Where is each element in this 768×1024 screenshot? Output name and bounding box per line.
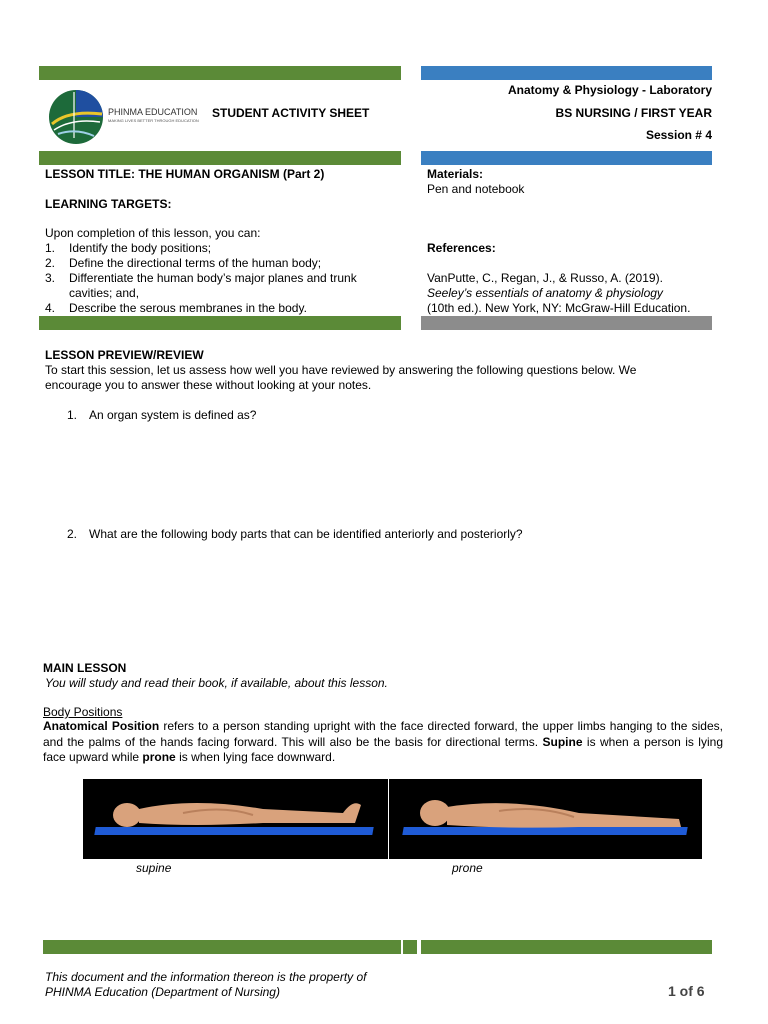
list-item: 3. Differentiate the human body’s major planes and trunk cavities; and, [45, 271, 357, 300]
references-heading: References: [427, 241, 496, 255]
main-lesson-intro: You will study and read their book, if available, about this lesson. [45, 676, 388, 690]
program-title: BS NURSING / FIRST YEAR [555, 106, 712, 120]
preview-line-2: encourage you to answer these without looking at your notes. [45, 378, 372, 392]
learning-targets-intro: Upon completion of this lesson, you can: [45, 226, 261, 240]
section-bar-left [39, 316, 401, 330]
course-title: Anatomy & Physiology - Laboratory [507, 83, 712, 97]
supine-image [83, 779, 388, 859]
prone-image [389, 779, 702, 859]
main-lesson-heading: MAIN LESSON [43, 661, 127, 675]
footer-line-1: This document and the information thereon is the property of [45, 970, 367, 984]
preview-heading: LESSON PREVIEW/REVIEW [45, 348, 204, 362]
phinma-logo-icon [48, 88, 104, 146]
question-2: What are the following body parts that can be identified anteriorly and posteriorly? [89, 527, 523, 541]
page-number: 1 of 6 [668, 983, 705, 999]
body-positions-subheading: Body Positions [43, 705, 123, 719]
preview-line-1: To start this session, let us assess how well you have reviewed by answering the following questions below. We [45, 363, 637, 377]
question-1: An organ system is defined as? [89, 408, 257, 422]
reference-line-2: Seeley’s essentials of anatomy & physiology [427, 286, 663, 300]
sheet-title: STUDENT ACTIVITY SHEET [212, 106, 370, 120]
footer-bar-left [43, 940, 401, 954]
footer-bar-right [421, 940, 712, 954]
phinma-logo [48, 88, 104, 146]
supine-figure-icon [83, 779, 388, 859]
list-item: 4. Describe the serous membranes in the body. [45, 301, 307, 315]
anatomical-position-paragraph: Anatomical Position refers to a person standing upright with the face directed forward, the upper limbs hanging to the sides, and the palms of the hands facing forward. This will also be the basis for directional terms. Supine is when a person is lying face upward while prone is when lying face downward. [43, 719, 723, 764]
prone-figure-icon [389, 779, 702, 859]
section-bar-right [421, 316, 712, 330]
header-bar-right [421, 66, 712, 80]
learning-targets-list [45, 241, 385, 316]
learning-targets-heading: LEARNING TARGETS: [45, 197, 172, 211]
prone-caption: prone [452, 861, 483, 875]
lesson-bar-right [421, 151, 712, 165]
footer-bar-middle [403, 940, 417, 954]
session-number: Session # 4 [645, 128, 712, 142]
reference-line-1: VanPutte, C., Regan, J., & Russo, A. (2019). [427, 271, 663, 285]
materials-text: Pen and notebook [427, 182, 525, 196]
question-2-number: 2. [67, 527, 78, 541]
question-1-number: 1. [67, 408, 78, 422]
reference-line-3: (10th ed.). New York, NY: McGraw-Hill Education. [427, 301, 691, 315]
materials-heading: Materials: [427, 167, 484, 181]
logo-tagline: MAKING LIVES BETTER THROUGH EDUCATION [108, 118, 199, 123]
logo-name: PHINMA EDUCATION [108, 107, 198, 117]
list-item: 1. Identify the body positions; [45, 241, 212, 255]
footer-line-2: PHINMA Education (Department of Nursing) [45, 985, 280, 999]
supine-caption: supine [136, 861, 172, 875]
header-bar-left [39, 66, 401, 80]
lesson-bar-left [39, 151, 401, 165]
lesson-title: LESSON TITLE: THE HUMAN ORGANISM (Part 2) [45, 167, 325, 181]
list-item: 2. Define the directional terms of the human body; [45, 256, 322, 270]
